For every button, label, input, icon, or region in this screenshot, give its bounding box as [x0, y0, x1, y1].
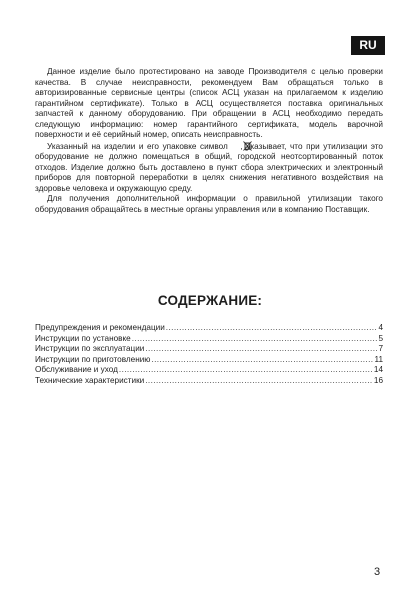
disposal-text-after: , указывает, что при утилизации это оборудование не должно помещаться в общий, городской неотсортированный поток отходов. Изделие должно быть доставлено в пункт сбора электрических и электронный приборов для повторной переработки в целях снижения негативного воздействия на здоровье человека и окружающую среду.	[35, 141, 383, 193]
toc-leader-dots	[145, 376, 373, 387]
toc-entry-page: 7	[378, 344, 383, 353]
toc-leader-dots	[145, 344, 377, 355]
toc-entry[interactable]	[35, 355, 383, 366]
toc-entry-title: Предупреждения и рекомендации	[35, 323, 165, 332]
toc-entry[interactable]	[35, 376, 383, 387]
toc-entry-title: Инструкции по установке	[35, 333, 131, 343]
toc-entry-title: Технические характеристики	[35, 375, 145, 385]
toc-entry[interactable]	[35, 334, 383, 345]
disposal-paragraph	[35, 141, 383, 195]
intro-paragraph: Данное изделие было протестировано на заводе Производителя с целью проверки качества. В случае неисправности, рекомендуем Вам обращаться только в авторизированные сервисные центры (список АСЦ указан на прилагаемом к изделию гарантийном сертификате). Только в АСЦ осуществляется поставка оригинальных запчастей к данному оборудованию. При обращении в АСЦ необходимо передать следующую информацию: номер гарантийного сертификата, модель варочной поверхности и её серийный номер, описать неисправность.	[35, 67, 383, 139]
toc-entry[interactable]	[35, 365, 383, 376]
toc-entry-page: 11	[374, 354, 383, 364]
intro-text	[35, 67, 383, 215]
toc-leader-dots	[132, 334, 378, 345]
closing-paragraph: Для получения дополнительной информации о правильной утилизации такого оборудования обращайтесь в местные органы управления или в компанию Поставщик.	[35, 194, 383, 214]
toc-entry-title: Инструкции по эксплуатации	[35, 344, 145, 353]
toc-leader-dots	[166, 323, 378, 334]
toc-entry-title: Инструкции по приготовлению	[35, 354, 151, 364]
toc-leader-dots	[151, 355, 373, 366]
toc-entry-page: 5	[378, 333, 383, 343]
toc-entry-page: 14	[373, 365, 383, 374]
disposal-text-before: Указанный на изделии и его упаковке символ	[47, 141, 232, 151]
toc-leader-dots	[119, 365, 373, 376]
table-of-contents	[35, 323, 383, 386]
toc-entry-page: 4	[378, 323, 383, 332]
toc-entry-page: 16	[373, 375, 383, 385]
toc-entry[interactable]	[35, 344, 383, 355]
toc-entry[interactable]	[35, 323, 383, 334]
toc-entry-title: Обслуживание и уход	[35, 365, 118, 374]
page-number: 3	[374, 566, 381, 578]
toc-heading: СОДЕРЖАНИЕ:	[157, 293, 263, 308]
language-badge: RU	[351, 36, 385, 55]
